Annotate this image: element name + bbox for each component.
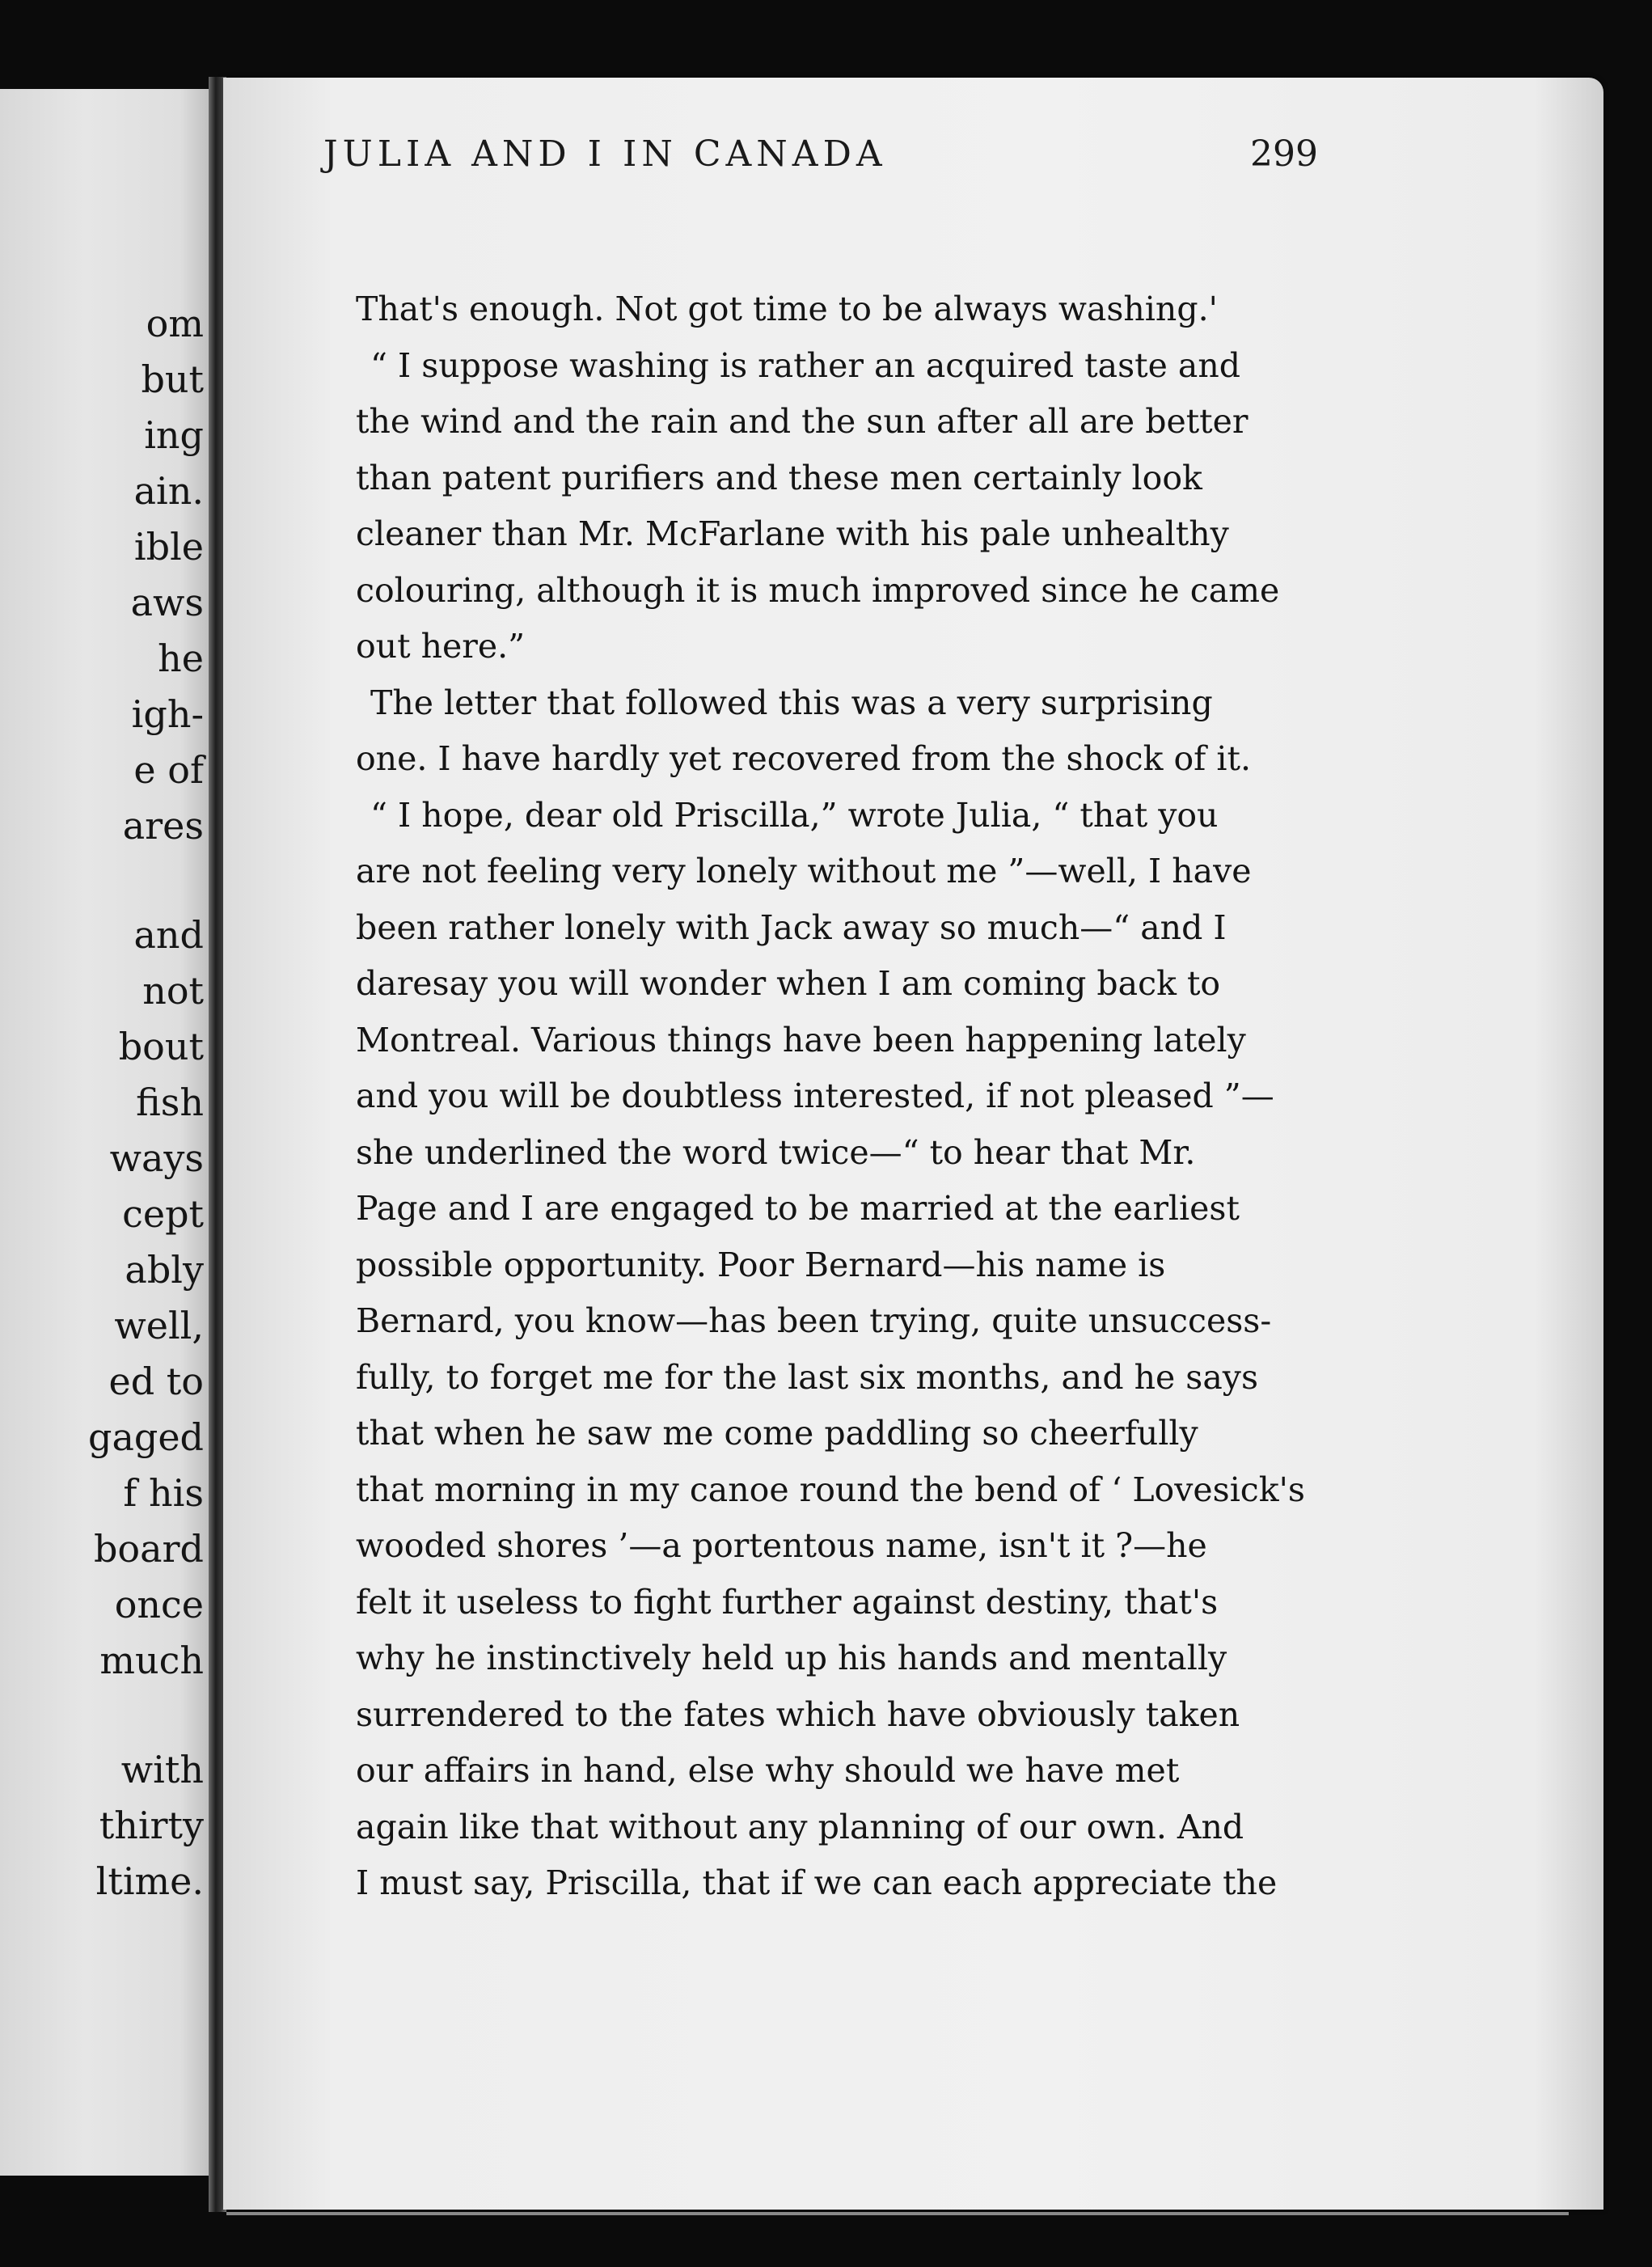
left-page-fragment: board — [93, 1527, 204, 1571]
left-page-fragment: he — [158, 637, 204, 680]
left-page-fragment: fish — [136, 1081, 204, 1124]
body-text — [356, 281, 1358, 1912]
left-page-text-fragments — [88, 296, 204, 1910]
text-line: that when he saw me come paddling so cheerfully — [356, 1414, 1198, 1453]
running-head-title: JULIA AND I IN CANADA — [323, 133, 887, 175]
text-line: out here.” — [356, 627, 526, 666]
left-page-fragment: ing — [144, 413, 204, 457]
left-page-fragment: igh- — [131, 692, 204, 736]
text-line: Page and I are engaged to be married at the earliest — [356, 1189, 1240, 1228]
text-line: wooded shores ’—a portentous name, isn't it ?—he — [356, 1526, 1207, 1565]
text-line: daresay you will wonder when I am coming back to — [356, 964, 1221, 1003]
text-line: felt it useless to fight further against destiny, that's — [356, 1582, 1219, 1622]
left-page-fragment: e of — [133, 748, 204, 792]
text-line: Bernard, you know—has been trying, quite unsuccess- — [356, 1301, 1272, 1340]
text-line: possible opportunity. Poor Bernard—his name is — [356, 1245, 1166, 1284]
text-line: “ I suppose washing is rather an acquired taste and — [370, 345, 1240, 385]
left-page-fragment: ltime. — [95, 1859, 204, 1903]
text-line: That's enough. Not got time to be always washing.' — [356, 290, 1218, 328]
left-page-fragment: ways — [109, 1136, 204, 1180]
text-line: colouring, although it is much improved since he came — [356, 570, 1280, 610]
left-page-fragment: with — [120, 1748, 204, 1791]
text-line: The letter that followed this was a very surprising — [370, 683, 1213, 722]
left-page-fragment: much — [99, 1639, 204, 1682]
text-line: she underlined the word twice—“ to hear that Mr. — [356, 1132, 1196, 1172]
page-bottom-edge — [226, 2212, 1569, 2215]
left-page-fragment: and — [133, 913, 204, 957]
text-line: that morning in my canoe round the bend of ‘ Lovesick's — [356, 1470, 1305, 1509]
left-page-fragment: ares — [122, 804, 204, 848]
text-line: our affairs in hand, else why should we have met — [356, 1751, 1180, 1790]
text-line: than patent purifiers and these men certainly look — [356, 458, 1202, 497]
text-line: are not feeling very lonely without me ”—well, I have — [356, 852, 1252, 890]
text-line: one. I have hardly yet recovered from the shock of it. — [356, 739, 1251, 778]
left-page-fragment — [88, 1689, 204, 1742]
text-line: again like that without any planning of our own. And — [356, 1807, 1244, 1846]
text-line: why he instinctively held up his hands and mentally — [356, 1639, 1227, 1677]
left-page-fragment: cept — [122, 1192, 204, 1236]
left-page-fragment: ain. — [133, 469, 204, 513]
left-page-fragment: om — [146, 302, 204, 345]
text-line: and you will be doubtless interested, if not pleased ”— — [356, 1076, 1274, 1115]
left-page-fragment: bout — [118, 1025, 204, 1068]
left-page-fragment: well, — [114, 1304, 204, 1347]
text-line: “ I hope, dear old Priscilla,” wrote Julia, “ that you — [370, 795, 1219, 835]
left-page-fragment: f his — [123, 1471, 204, 1515]
left-page-fragment: but — [141, 357, 204, 401]
left-page — [0, 89, 212, 2176]
left-page-fragment: ed to — [108, 1360, 204, 1403]
left-page-fragment: gaged — [88, 1415, 204, 1459]
text-line: been rather lonely with Jack away so much—“ and I — [356, 907, 1227, 947]
page-number: 299 — [1250, 133, 1318, 175]
text-line: fully, to forget me for the last six months, and he says — [356, 1357, 1258, 1397]
text-line: Montreal. Various things have been happening lately — [356, 1020, 1246, 1059]
left-page-fragment: not — [142, 969, 204, 1013]
left-page-fragment — [88, 854, 204, 907]
left-page-fragment: thirty — [99, 1804, 204, 1847]
text-line: the wind and the rain and the sun after all are better — [356, 402, 1249, 441]
left-page-fragment: ible — [133, 525, 204, 569]
text-line: I must say, Priscilla, that if we can each appreciate the — [356, 1863, 1278, 1902]
text-line: surrendered to the fates which have obviously taken — [356, 1694, 1240, 1734]
left-page-fragment: aws — [130, 581, 204, 624]
text-line: cleaner than Mr. McFarlane with his pale unhealthy — [356, 514, 1229, 553]
left-page-fragment: once — [114, 1583, 204, 1626]
left-page-fragment: ably — [125, 1248, 204, 1292]
